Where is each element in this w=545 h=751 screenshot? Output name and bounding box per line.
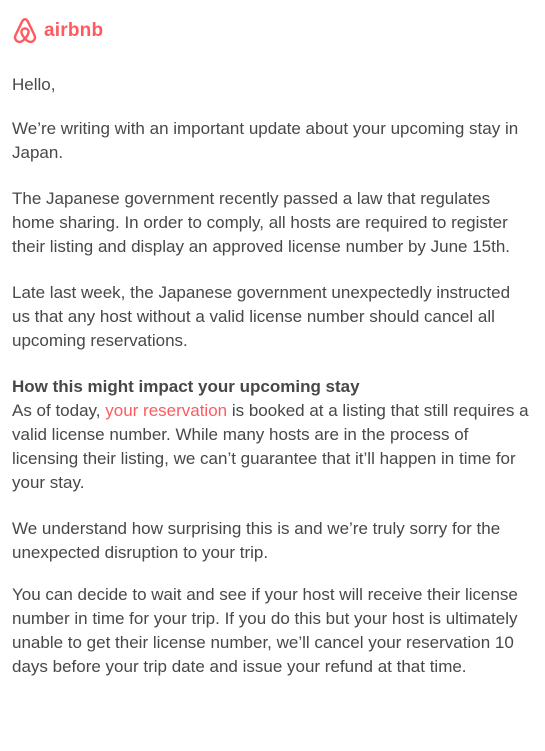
paragraph-government-instruction: Late last week, the Japanese government unexpectedly instructed us that any host without a valid license number should cancel all upcoming reservations. <box>12 283 511 350</box>
section-heading: How this might impact your upcoming stay <box>12 377 360 396</box>
airbnb-belo-icon <box>12 17 38 45</box>
paragraph-text-before-link: As of today, <box>12 401 106 420</box>
paragraph-text-after-link: is booked at a listing that still requires a valid license number. While many hosts are in the process of licensing their listing, we can’t guarantee that it’ll happen in time for your stay. <box>12 401 529 492</box>
your-reservation-link[interactable]: your reservation <box>105 401 228 420</box>
paragraph-apology: We understand how surprising this is and we’re truly sorry for the unexpected disruption to your trip. <box>12 519 501 562</box>
airbnb-logo[interactable] <box>12 16 103 46</box>
email-content <box>12 73 532 679</box>
paragraph-reservation-status <box>12 399 532 495</box>
airbnb-wordmark: airbnb <box>44 19 104 41</box>
paragraph-update-intro: We’re writing with an important update about your upcoming stay in Japan. <box>12 119 519 162</box>
greeting: Hello, <box>12 75 56 94</box>
paragraph-law: The Japanese government recently passed a law that regulates home sharing. In order to comply, all hosts are required to register their listing and display an approved license number by June 15th. <box>12 189 511 256</box>
paragraph-options: You can decide to wait and see if your host will receive their license number in time for your trip. If you do this but your host is ultimately unable to get their license number, we’ll cancel your reservation 10 days before your trip date and issue your refund at that time. <box>12 585 518 676</box>
